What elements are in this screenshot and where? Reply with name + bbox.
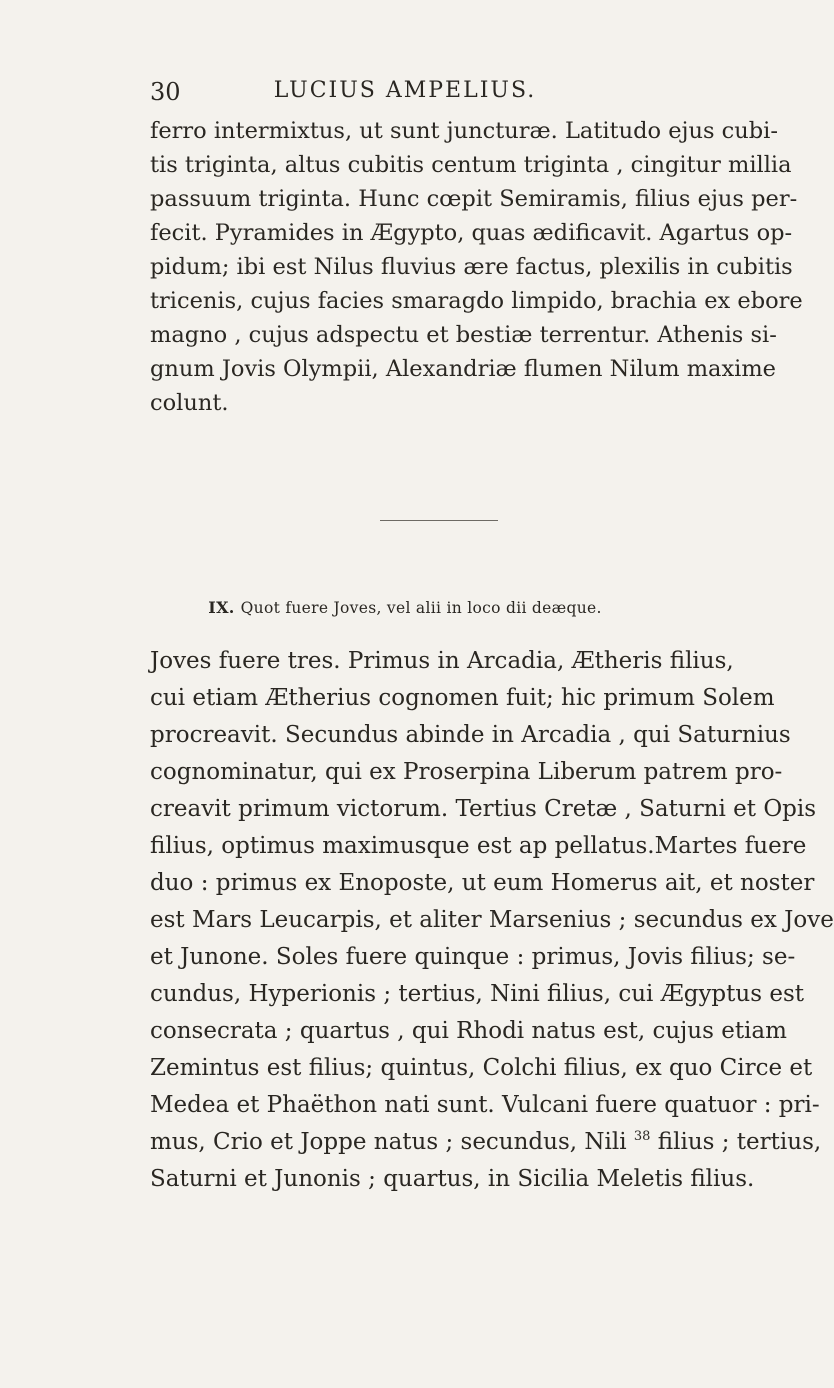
running-title: LUCIUS AMPELIUS. — [273, 78, 537, 103]
paragraph-1 — [150, 114, 803, 420]
page-header — [150, 78, 660, 108]
text-line: cundus, Hyperionis ; tertius, Nini filius, cui Ægyptus est — [150, 981, 804, 1007]
text-line: Medea et Phaëthon nati sunt. Vulcani fuere quatuor : pri- — [150, 1092, 820, 1118]
text-line: duo : primus ex Enoposte, ut eum Homerus ait, et noster — [150, 870, 815, 896]
section-title: Quot fuere Joves, vel alii in loco dii deæque. — [240, 599, 602, 617]
text-line: Joves fuere tres. Primus in Arcadia, Ætheris filius, — [150, 648, 734, 674]
text-line: magno , cujus adspectu et bestiæ terrentur. Athenis si- — [150, 322, 777, 348]
text-line: est Mars Leucarpis, et aliter Marsenius ; secundus ex Jove — [150, 907, 834, 933]
text-segment: filius ; tertius, — [650, 1129, 822, 1155]
text-line: filius, optimus maximusque est ap pellatus.Martes fuere — [150, 833, 807, 859]
text-line: cognominatur, qui ex Proserpina Liberum patrem pro- — [150, 759, 783, 785]
page-number: 30 — [150, 78, 181, 106]
text-line — [150, 1124, 822, 1161]
text-line: gnum Jovis Olympii, Alexandriæ flumen Nilum maxime — [150, 356, 776, 382]
text-line: fecit. Pyramides in Ægypto, quas ædificavit. Agartus op- — [150, 220, 793, 246]
text-line: consecrata ; quartus , qui Rhodi natus est, cujus etiam — [150, 1018, 787, 1044]
text-line: et Junone. Soles fuere quinque : primus, Jovis filius; se- — [150, 944, 796, 970]
text-line: cui etiam Ætherius cognomen fuit; hic primum Solem — [150, 685, 775, 711]
section-divider — [380, 520, 498, 521]
text-line: procreavit. Secundus abinde in Arcadia , qui Saturnius — [150, 722, 791, 748]
footnote-reference: 38 — [633, 1129, 651, 1144]
section-number: IX. — [208, 598, 235, 617]
text-line: passuum triginta. Hunc cœpit Semiramis, filius ejus per- — [150, 186, 798, 212]
text-line: pidum; ibi est Nilus fluvius ære factus, plexilis in cubitis — [150, 254, 793, 280]
text-line: Saturni et Junonis ; quartus, in Sicilia Meletis filius. — [150, 1166, 755, 1192]
text-line: ferro intermixtus, ut sunt juncturæ. Latitudo ejus cubi- — [150, 118, 778, 144]
text-segment: mus, Crio et Joppe natus ; secundus, Nili — [150, 1129, 627, 1155]
text-line: tricenis, cujus facies smaragdo limpido, brachia ex ebore — [150, 288, 803, 314]
text-line: Zemintus est filius; quintus, Colchi filius, ex quo Circe et — [150, 1055, 813, 1081]
section-heading — [150, 598, 660, 617]
text-line: tis triginta, altus cubitis centum triginta , cingitur millia — [150, 152, 792, 178]
text-line: colunt. — [150, 390, 229, 416]
text-line: creavit primum victorum. Tertius Cretæ , Saturni et Opis — [150, 796, 817, 822]
paragraph-2 — [150, 643, 834, 1198]
